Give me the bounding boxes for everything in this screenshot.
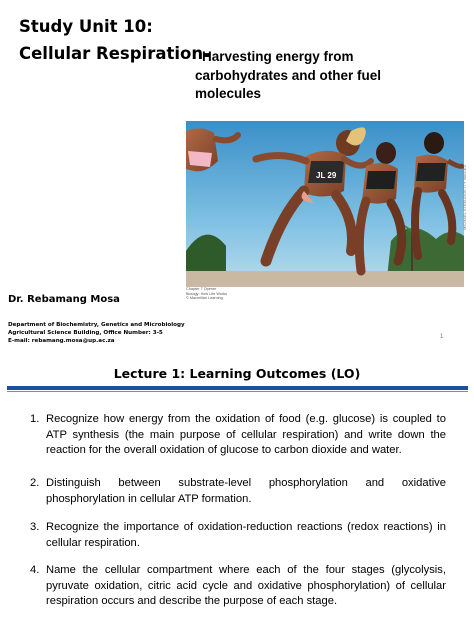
title-underline-thin (7, 391, 468, 392)
photo-side-credit: MICHAEL STEELE/GETTY IMAGES (462, 164, 467, 230)
outcome-text: Recognize how energy from the oxidation of food (e.g. glucose) is coupled to ATP synthesis (the main purpose of cellular respiration) and write down the reaction for the overall oxidation of glucose to carbon dioxide and water. (46, 413, 446, 456)
sprinters-photo (186, 121, 464, 287)
author-contact (8, 321, 185, 345)
outcome-text: Recognize the importance of oxidation-reduction reactions (redox reactions) in cellular respiration. (46, 521, 446, 549)
svg-text:JL 29: JL 29 (316, 171, 337, 180)
title-study-unit: Study Unit 10: (19, 17, 153, 36)
learning-outcomes-slide (0, 350, 474, 632)
author-name: Dr. Rebamang Mosa (8, 294, 120, 305)
outcome-number: 2. (30, 477, 40, 489)
outcome-number: 4. (30, 564, 40, 576)
outcome-number: 3. (30, 521, 40, 533)
building: Agricultural Science Building, Office Number: 3-5 (8, 330, 163, 336)
outcome-text: Name the cellular compartment where each of the four stages (glycolysis, pyruvate oxidation, citric acid cycle and oxidative phosphorylation) of cellular respiration occurs and describe the purpose of each stage. (46, 564, 446, 607)
outcome-text: Distinguish between substrate-level phosphorylation and oxidative phosphorylation in cellular ATP formation. (46, 477, 446, 505)
subtitle-line2: carbohydrates and other fuel molecules (195, 68, 382, 101)
page-number: 1 (440, 334, 444, 340)
subtitle-line1: Harvesting energy from (202, 49, 354, 64)
email: E-mail: rebamang.mosa@up.ac.za (8, 338, 115, 344)
outcome-number: 1. (30, 413, 40, 425)
title-cellular-respiration: Cellular Respiration- (19, 44, 210, 63)
photo-credit: Chapter 7 Opener Biology: How Life Works © Macmillan Learning (186, 287, 228, 301)
title-underline (7, 386, 468, 390)
department: Department of Biochemistry, Genetics and Microbiology (8, 322, 185, 328)
slide-title: Lecture 1: Learning Outcomes (LO) (113, 366, 361, 381)
